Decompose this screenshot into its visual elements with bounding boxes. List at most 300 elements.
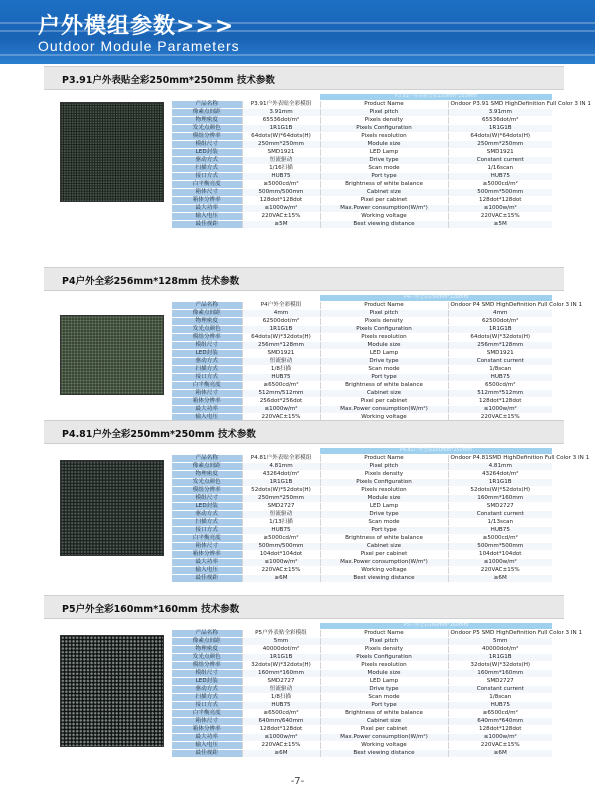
value-en-cell: HUB75 bbox=[448, 173, 552, 181]
label-en-cell: Drive type bbox=[320, 157, 448, 165]
label-en-cell: Module size bbox=[320, 495, 448, 503]
table-row bbox=[172, 181, 552, 189]
table-row bbox=[172, 318, 552, 326]
table-row bbox=[172, 678, 552, 686]
value-en-cell: ≤1000w/m² bbox=[448, 559, 552, 567]
label-cn-cell: 接口方式 bbox=[172, 527, 242, 535]
value-en-cell: 1/8scan bbox=[448, 366, 552, 374]
value-cn-cell: 640mm/640mm bbox=[242, 718, 320, 726]
label-cn-cell: 输入电压 bbox=[172, 213, 242, 221]
label-cn-cell: 白平衡亮度 bbox=[172, 535, 242, 543]
label-cn-cell: 扫描方式 bbox=[172, 165, 242, 173]
value-cn-cell: ≥6500cd/m² bbox=[242, 382, 320, 390]
label-cn-cell: 物理密度 bbox=[172, 646, 242, 654]
label-en-cell: Pixels Configuration bbox=[320, 479, 448, 487]
label-cn-cell: 输入电压 bbox=[172, 742, 242, 750]
label-en-cell: Pixel per cabinet bbox=[320, 726, 448, 734]
spec-caption: P5户外全彩160mm*160mm bbox=[320, 623, 552, 630]
label-en-cell: Module size bbox=[320, 670, 448, 678]
label-cn-cell: 最大功率 bbox=[172, 205, 242, 213]
table-row bbox=[172, 133, 552, 141]
label-cn-cell: 模组分辨率 bbox=[172, 487, 242, 495]
label-cn-cell: 接口方式 bbox=[172, 173, 242, 181]
table-row bbox=[172, 479, 552, 487]
label-cn-cell: 驱动方式 bbox=[172, 157, 242, 165]
label-en-cell: Scan mode bbox=[320, 694, 448, 702]
label-cn-cell: 扫描方式 bbox=[172, 519, 242, 527]
table-row bbox=[172, 670, 552, 678]
table-row bbox=[172, 302, 552, 310]
value-cn-cell: 1R1G1B bbox=[242, 479, 320, 487]
value-cn-cell: 128dot*128dot bbox=[242, 197, 320, 205]
value-en-cell: Constant current bbox=[448, 686, 552, 694]
value-en-cell: HUB75 bbox=[448, 374, 552, 382]
value-cn-cell: 恒流驱动 bbox=[242, 686, 320, 694]
table-row bbox=[172, 310, 552, 318]
label-en-cell: Pixels density bbox=[320, 117, 448, 125]
value-cn-cell: ≤1000w/m² bbox=[242, 406, 320, 414]
value-en-cell: 220VAC±15% bbox=[448, 567, 552, 575]
label-cn-cell: 产品名称 bbox=[172, 302, 242, 310]
value-en-cell: 32dots(W)*32dots(H) bbox=[448, 662, 552, 670]
table-row bbox=[172, 165, 552, 173]
value-cn-cell: ≤1000w/m² bbox=[242, 734, 320, 742]
value-cn-cell: ≥6500cd/m² bbox=[242, 710, 320, 718]
value-en-cell: 104dot*104dot bbox=[448, 551, 552, 559]
table-row bbox=[172, 726, 552, 734]
label-en-cell: Pixels resolution bbox=[320, 133, 448, 141]
label-cn-cell: LED封装 bbox=[172, 678, 242, 686]
table-row bbox=[172, 734, 552, 742]
label-en-cell: Scan mode bbox=[320, 366, 448, 374]
value-cn-cell: HUB75 bbox=[242, 702, 320, 710]
value-en-cell: ≥5000cd/m² bbox=[448, 535, 552, 543]
value-en-cell: Ondoor P4 SMD HighDefinition Full Color 3 IN 1 bbox=[448, 302, 552, 310]
table-row bbox=[172, 694, 552, 702]
label-en-cell: Pixels density bbox=[320, 646, 448, 654]
value-cn-cell: 500mm/500mm bbox=[242, 189, 320, 197]
table-row bbox=[172, 471, 552, 479]
value-cn-cell: P3.91户外表贴全彩模组 bbox=[242, 101, 320, 109]
label-cn-cell: 驱动方式 bbox=[172, 358, 242, 366]
value-en-cell: 5mm bbox=[448, 638, 552, 646]
label-cn-cell: 物理密度 bbox=[172, 117, 242, 125]
label-cn-cell: 最大功率 bbox=[172, 559, 242, 567]
value-cn-cell: 65536dot/m² bbox=[242, 117, 320, 125]
table-row bbox=[172, 205, 552, 213]
label-en-cell: Pixels Configuration bbox=[320, 654, 448, 662]
value-cn-cell: 4.81mm bbox=[242, 463, 320, 471]
label-cn-cell: 最大功率 bbox=[172, 734, 242, 742]
table-row bbox=[172, 189, 552, 197]
spec-caption: P4户外全彩256mm*128mm bbox=[320, 295, 552, 302]
value-en-cell: 128dot*128dot bbox=[448, 726, 552, 734]
value-cn-cell: ≥6M bbox=[242, 575, 320, 583]
value-en-cell: ≥6M bbox=[448, 575, 552, 583]
value-cn-cell: 43264dot/m² bbox=[242, 471, 320, 479]
table-row bbox=[172, 157, 552, 165]
table-row bbox=[172, 374, 552, 382]
value-cn-cell: SMD1921 bbox=[242, 350, 320, 358]
led-module-image bbox=[60, 460, 164, 556]
value-en-cell: 1R1G1B bbox=[448, 125, 552, 133]
label-cn-cell: 驱动方式 bbox=[172, 511, 242, 519]
label-en-cell: Pixels density bbox=[320, 471, 448, 479]
label-cn-cell: 产品名称 bbox=[172, 630, 242, 638]
value-en-cell: 128dot*128dot bbox=[448, 398, 552, 406]
label-en-cell: LED Lamp bbox=[320, 678, 448, 686]
label-en-cell: Pixel per cabinet bbox=[320, 398, 448, 406]
label-en-cell: Best viewing distance bbox=[320, 575, 448, 583]
table-row bbox=[172, 141, 552, 149]
label-en-cell: Working voltage bbox=[320, 414, 448, 422]
value-en-cell: 1R1G1B bbox=[448, 479, 552, 487]
label-en-cell: Pixels resolution bbox=[320, 334, 448, 342]
spec-table bbox=[172, 448, 590, 583]
value-cn-cell: 3.91mm bbox=[242, 109, 320, 117]
label-cn-cell: 模组尺寸 bbox=[172, 342, 242, 350]
value-en-cell: ≥6M bbox=[448, 750, 552, 758]
value-en-cell: 1R1G1B bbox=[448, 654, 552, 662]
value-cn-cell: ≥6M bbox=[242, 750, 320, 758]
label-en-cell: Pixels resolution bbox=[320, 487, 448, 495]
value-en-cell: 128dot*128dot bbox=[448, 197, 552, 205]
label-en-cell: Scan mode bbox=[320, 165, 448, 173]
table-row bbox=[172, 630, 552, 638]
value-cn-cell: ≥5M bbox=[242, 221, 320, 229]
label-en-cell: Best viewing distance bbox=[320, 221, 448, 229]
value-en-cell: ≤1000w/m² bbox=[448, 734, 552, 742]
table-row bbox=[172, 503, 552, 511]
value-cn-cell: ≤1000w/m² bbox=[242, 559, 320, 567]
label-cn-cell: 接口方式 bbox=[172, 702, 242, 710]
value-cn-cell: SMD2727 bbox=[242, 678, 320, 686]
label-cn-cell: 接口方式 bbox=[172, 374, 242, 382]
label-cn-cell: 发光点颜色 bbox=[172, 326, 242, 334]
value-en-cell: 4.81mm bbox=[448, 463, 552, 471]
label-en-cell: Brightness of white balance bbox=[320, 535, 448, 543]
value-en-cell: SMD2727 bbox=[448, 678, 552, 686]
table-row bbox=[172, 463, 552, 471]
value-cn-cell: 250mm*250mm bbox=[242, 141, 320, 149]
value-en-cell: ≥5M bbox=[448, 221, 552, 229]
value-en-cell: ≤1000w/m² bbox=[448, 205, 552, 213]
value-cn-cell: HUB75 bbox=[242, 374, 320, 382]
label-en-cell: Pixels resolution bbox=[320, 662, 448, 670]
label-cn-cell: 箱体分辨率 bbox=[172, 398, 242, 406]
label-cn-cell: 扫描方式 bbox=[172, 694, 242, 702]
label-cn-cell: 驱动方式 bbox=[172, 686, 242, 694]
value-en-cell: Ondoor P4.81SMD HighDefinition Full Color 3 IN 1 bbox=[448, 455, 552, 463]
label-en-cell: Module size bbox=[320, 342, 448, 350]
table-row bbox=[172, 519, 552, 527]
value-cn-cell: 40000dot/m² bbox=[242, 646, 320, 654]
spec-table bbox=[172, 623, 583, 758]
value-cn-cell: 1R1G1B bbox=[242, 654, 320, 662]
value-en-cell: 1/16scan bbox=[448, 165, 552, 173]
label-en-cell: Working voltage bbox=[320, 742, 448, 750]
label-en-cell: Working voltage bbox=[320, 213, 448, 221]
table-row bbox=[172, 511, 552, 519]
spec-caption: P4.81户外全彩250mm*250mm bbox=[320, 448, 552, 455]
table-row bbox=[172, 350, 552, 358]
table-row bbox=[172, 742, 552, 750]
table-row bbox=[172, 551, 552, 559]
value-cn-cell: P4户外全彩模组 bbox=[242, 302, 320, 310]
led-module-image bbox=[60, 315, 164, 395]
label-cn-cell: 发光点颜色 bbox=[172, 479, 242, 487]
label-cn-cell: 模组尺寸 bbox=[172, 670, 242, 678]
table-row bbox=[172, 173, 552, 181]
value-en-cell: 160mm*160mm bbox=[448, 670, 552, 678]
label-en-cell: Pixel pitch bbox=[320, 310, 448, 318]
value-cn-cell: P5户外表贴全彩模组 bbox=[242, 630, 320, 638]
label-en-cell: Max.Power consumption(W/m²) bbox=[320, 205, 448, 213]
table-row bbox=[172, 702, 552, 710]
value-cn-cell: 恒流驱动 bbox=[242, 511, 320, 519]
value-en-cell: 1/8scan bbox=[448, 694, 552, 702]
label-cn-cell: 物理密度 bbox=[172, 471, 242, 479]
table-row bbox=[172, 559, 552, 567]
value-cn-cell: 256dot*256dot bbox=[242, 398, 320, 406]
label-cn-cell: 最佳视距 bbox=[172, 221, 242, 229]
header-stripe bbox=[0, 54, 595, 56]
value-cn-cell: 1R1G1B bbox=[242, 326, 320, 334]
label-en-cell: Cabinet size bbox=[320, 718, 448, 726]
label-en-cell: Port type bbox=[320, 702, 448, 710]
value-cn-cell: 220VAC±15% bbox=[242, 414, 320, 422]
label-cn-cell: 物理密度 bbox=[172, 318, 242, 326]
label-en-cell: Pixel pitch bbox=[320, 638, 448, 646]
label-en-cell: LED Lamp bbox=[320, 503, 448, 511]
label-en-cell: Product Name bbox=[320, 630, 448, 638]
value-cn-cell: 256mm*128mm bbox=[242, 342, 320, 350]
value-en-cell: 40000dot/m² bbox=[448, 646, 552, 654]
value-en-cell: 640mm*640mm bbox=[448, 718, 552, 726]
spec-table bbox=[172, 295, 583, 430]
label-en-cell: Port type bbox=[320, 527, 448, 535]
value-en-cell: 43264dot/m² bbox=[448, 471, 552, 479]
table-row bbox=[172, 662, 552, 670]
label-cn-cell: 输入电压 bbox=[172, 567, 242, 575]
table-row bbox=[172, 750, 552, 758]
label-en-cell: Brightness of white balance bbox=[320, 382, 448, 390]
section-title: P3.91户外表贴全彩250mm*250mm 技术参数 bbox=[62, 75, 275, 86]
label-en-cell: Pixels Configuration bbox=[320, 326, 448, 334]
table-row bbox=[172, 390, 552, 398]
value-en-cell: Ondoor P5 SMD HighDefinition Full Color 3 IN 1 bbox=[448, 630, 552, 638]
label-en-cell: Pixels density bbox=[320, 318, 448, 326]
value-en-cell: 256mm*128mm bbox=[448, 342, 552, 350]
value-en-cell: Constant current bbox=[448, 511, 552, 519]
value-en-cell: 64dots(W)*32dots(H) bbox=[448, 334, 552, 342]
label-cn-cell: 箱体尺寸 bbox=[172, 718, 242, 726]
table-row bbox=[172, 535, 552, 543]
label-cn-cell: 模组分辨率 bbox=[172, 133, 242, 141]
label-cn-cell: 像素点间距 bbox=[172, 463, 242, 471]
section-title: P4户外全彩256mm*128mm 技术参数 bbox=[62, 276, 240, 287]
value-cn-cell: 64dots(W)*64dots(H) bbox=[242, 133, 320, 141]
value-en-cell: 500mm*500mm bbox=[448, 189, 552, 197]
led-module-image bbox=[60, 102, 164, 202]
value-en-cell: Ondoor P3.91 SMD HighDefinition Full Color 3 IN 1 bbox=[448, 101, 552, 109]
label-cn-cell: 模组分辨率 bbox=[172, 334, 242, 342]
value-cn-cell: 500mm/500mm bbox=[242, 543, 320, 551]
value-cn-cell: 220VAC±15% bbox=[242, 742, 320, 750]
value-cn-cell: ≤1000w/m² bbox=[242, 205, 320, 213]
section-title-bar bbox=[44, 595, 564, 619]
label-cn-cell: 模组分辨率 bbox=[172, 662, 242, 670]
value-cn-cell: ≥5000cd/m² bbox=[242, 535, 320, 543]
value-cn-cell: ≥5000cd/m² bbox=[242, 181, 320, 189]
label-en-cell: Cabinet size bbox=[320, 390, 448, 398]
label-en-cell: Max.Power consumption(W/m²) bbox=[320, 734, 448, 742]
value-cn-cell: 4mm bbox=[242, 310, 320, 318]
value-en-cell: HUB75 bbox=[448, 702, 552, 710]
value-en-cell: 250mm*250mm bbox=[448, 141, 552, 149]
value-en-cell: 3.91mm bbox=[448, 109, 552, 117]
table-row bbox=[172, 527, 552, 535]
table-row bbox=[172, 575, 552, 583]
table-row bbox=[172, 686, 552, 694]
value-cn-cell: 64dots(W)*32dots(H) bbox=[242, 334, 320, 342]
value-en-cell: 220VAC±15% bbox=[448, 213, 552, 221]
label-cn-cell: 像素点间距 bbox=[172, 310, 242, 318]
table-row bbox=[172, 495, 552, 503]
section-title: P5户外全彩160mm*160mm 技术参数 bbox=[62, 604, 240, 615]
label-cn-cell: 像素点间距 bbox=[172, 109, 242, 117]
label-en-cell: Pixel per cabinet bbox=[320, 197, 448, 205]
table-row bbox=[172, 197, 552, 205]
value-en-cell: ≤1000w/m² bbox=[448, 406, 552, 414]
label-cn-cell: 箱体尺寸 bbox=[172, 390, 242, 398]
label-en-cell: Max.Power consumption(W/m²) bbox=[320, 559, 448, 567]
label-en-cell: Product Name bbox=[320, 455, 448, 463]
label-cn-cell: 白平衡亮度 bbox=[172, 710, 242, 718]
table-row bbox=[172, 646, 552, 654]
table-row bbox=[172, 342, 552, 350]
label-cn-cell: 最佳视距 bbox=[172, 575, 242, 583]
table-row bbox=[172, 455, 552, 463]
table-row bbox=[172, 125, 552, 133]
page-header bbox=[0, 0, 595, 64]
table-row bbox=[172, 366, 552, 374]
label-en-cell: Drive type bbox=[320, 358, 448, 366]
section-title: P4.81户外全彩250mm*250mm 技术参数 bbox=[62, 429, 256, 440]
label-en-cell: Pixel per cabinet bbox=[320, 551, 448, 559]
label-cn-cell: 白平衡亮度 bbox=[172, 382, 242, 390]
table-row bbox=[172, 326, 552, 334]
value-en-cell: 160mm*160mm bbox=[448, 495, 552, 503]
label-en-cell: Product Name bbox=[320, 101, 448, 109]
section-title-bar bbox=[44, 267, 564, 291]
table-row bbox=[172, 406, 552, 414]
value-en-cell: 4mm bbox=[448, 310, 552, 318]
value-en-cell: 1R1G1B bbox=[448, 326, 552, 334]
label-cn-cell: 箱体分辨率 bbox=[172, 726, 242, 734]
value-cn-cell: 220VAC±15% bbox=[242, 213, 320, 221]
label-en-cell: Drive type bbox=[320, 686, 448, 694]
table-row bbox=[172, 334, 552, 342]
label-cn-cell: LED封装 bbox=[172, 350, 242, 358]
label-en-cell: Brightness of white balance bbox=[320, 710, 448, 718]
value-en-cell: SMD2727 bbox=[448, 503, 552, 511]
value-cn-cell: 1R1G1B bbox=[242, 125, 320, 133]
value-cn-cell: 恒流驱动 bbox=[242, 157, 320, 165]
label-cn-cell: 像素点间距 bbox=[172, 638, 242, 646]
table-row bbox=[172, 221, 552, 229]
value-en-cell: 220VAC±15% bbox=[448, 742, 552, 750]
table-row bbox=[172, 567, 552, 575]
table-row bbox=[172, 101, 552, 109]
label-en-cell: Brightness of white balance bbox=[320, 181, 448, 189]
label-en-cell: Pixel pitch bbox=[320, 463, 448, 471]
label-cn-cell: 产品名称 bbox=[172, 455, 242, 463]
value-en-cell: 52dots(W)*52dots(H) bbox=[448, 487, 552, 495]
value-en-cell: ≥6500cd/m² bbox=[448, 710, 552, 718]
value-cn-cell: 220VAC±15% bbox=[242, 567, 320, 575]
value-cn-cell: HUB75 bbox=[242, 527, 320, 535]
table-row bbox=[172, 638, 552, 646]
label-cn-cell: 输入电压 bbox=[172, 414, 242, 422]
value-en-cell: 500mm*500mm bbox=[448, 543, 552, 551]
spec-caption: P3.91户外表贴全彩250mm*250mm bbox=[320, 94, 552, 101]
table-row bbox=[172, 109, 552, 117]
value-en-cell: 6500cd/m² bbox=[448, 382, 552, 390]
value-en-cell: 64dots(W)*64dots(H) bbox=[448, 133, 552, 141]
label-en-cell: LED Lamp bbox=[320, 149, 448, 157]
label-en-cell: Best viewing distance bbox=[320, 750, 448, 758]
label-en-cell: Product Name bbox=[320, 302, 448, 310]
table-row bbox=[172, 213, 552, 221]
value-cn-cell: 32dots(W)*32dots(H) bbox=[242, 662, 320, 670]
table-row bbox=[172, 487, 552, 495]
label-cn-cell: 模组尺寸 bbox=[172, 495, 242, 503]
label-cn-cell: 产品名称 bbox=[172, 101, 242, 109]
label-cn-cell: LED封装 bbox=[172, 149, 242, 157]
value-cn-cell: 1/16扫描 bbox=[242, 165, 320, 173]
label-en-cell: Cabinet size bbox=[320, 543, 448, 551]
value-en-cell: HUB75 bbox=[448, 527, 552, 535]
label-cn-cell: 模组尺寸 bbox=[172, 141, 242, 149]
table-row bbox=[172, 117, 552, 125]
table-row bbox=[172, 654, 552, 662]
label-cn-cell: 发光点颜色 bbox=[172, 654, 242, 662]
value-cn-cell: 1/13扫描 bbox=[242, 519, 320, 527]
label-en-cell: Drive type bbox=[320, 511, 448, 519]
value-cn-cell: P4.81户外表贴全彩模组 bbox=[242, 455, 320, 463]
header-title-en: Outdoor Module Parameters bbox=[38, 38, 240, 54]
value-cn-cell: 250mm*250mm bbox=[242, 495, 320, 503]
table-row bbox=[172, 718, 552, 726]
label-cn-cell: 箱体分辨率 bbox=[172, 551, 242, 559]
value-cn-cell: 1/8扫描 bbox=[242, 694, 320, 702]
table-row bbox=[172, 382, 552, 390]
value-cn-cell: 5mm bbox=[242, 638, 320, 646]
label-cn-cell: 最大功率 bbox=[172, 406, 242, 414]
label-en-cell: Max.Power consumption(W/m²) bbox=[320, 406, 448, 414]
value-cn-cell: HUB75 bbox=[242, 173, 320, 181]
value-cn-cell: 104dot*104dot bbox=[242, 551, 320, 559]
label-cn-cell: 箱体分辨率 bbox=[172, 197, 242, 205]
value-en-cell: 1/13scan bbox=[448, 519, 552, 527]
label-en-cell: LED Lamp bbox=[320, 350, 448, 358]
value-en-cell: 62500dot/m² bbox=[448, 318, 552, 326]
label-en-cell: Working voltage bbox=[320, 567, 448, 575]
value-en-cell: Constant current bbox=[448, 157, 552, 165]
label-cn-cell: 最佳视距 bbox=[172, 750, 242, 758]
value-cn-cell: 62500dot/m² bbox=[242, 318, 320, 326]
